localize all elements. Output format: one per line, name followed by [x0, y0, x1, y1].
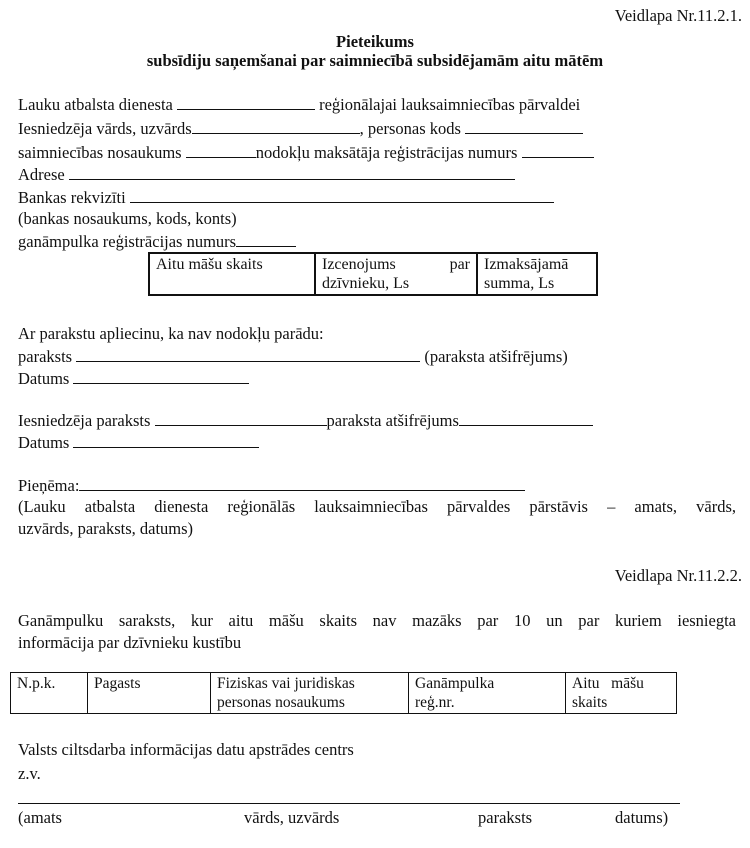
form-subtitle: subsīdiju saņemšanai par saimniecībā subsidējamām aitu mātēm [146, 51, 604, 70]
header-ewe-count [566, 673, 677, 714]
applicant-signature-label: Iesniedzēja paraksts [18, 411, 151, 430]
payout-label-a: Izmaksājamā [484, 256, 569, 273]
herd-reg-label-b: reģ.nr. [415, 694, 455, 711]
applicant-name-label: Iesniedzēja vārds, uzvārds [18, 119, 192, 138]
tax-date-field[interactable] [73, 368, 249, 384]
header-price [315, 253, 477, 295]
table-row [149, 253, 597, 295]
line-applicant-date [18, 432, 259, 452]
herd-reg-label-a: Ganāmpulka [415, 675, 495, 692]
bank-hint: (bankas nosaukums, kods, konts) [18, 209, 237, 228]
herd-list-table [10, 672, 677, 714]
herd-number-field[interactable] [236, 231, 296, 247]
form2-intro-2: informācija par dzīvnieku kustību [18, 633, 242, 652]
line-herd [18, 231, 296, 251]
line-address [18, 164, 515, 184]
form-title: Pieteikums [336, 32, 414, 51]
line-applicant-signature [18, 410, 593, 430]
address-label: Adrese [18, 165, 65, 184]
address-field[interactable] [69, 164, 515, 180]
bank-field[interactable] [130, 187, 554, 203]
header-number: N.p.k. [11, 673, 88, 714]
applicant-transcript-field[interactable] [459, 410, 593, 426]
tax-statement: Ar parakstu apliecinu, ka nav nodokļu parādu: [18, 324, 324, 343]
subsidy-table [148, 252, 598, 296]
line-department [18, 94, 580, 114]
form2-code: Veidlapa Nr.11.2.2. [614, 566, 742, 585]
line-applicant [18, 118, 583, 138]
accepted-field[interactable] [79, 475, 525, 491]
department-label-2: reģionālajai lauksaimniecības pārvaldei [319, 95, 581, 114]
data-center: Valsts ciltsdarba informācijas datu apstrādes centrs [18, 740, 354, 759]
form-code: Veidlapa Nr.11.2.1. [614, 6, 742, 25]
applicant-name-field[interactable] [192, 118, 360, 134]
signature-line[interactable] [18, 803, 680, 804]
footer-name: vārds, uzvārds [244, 808, 340, 827]
line-tax-date [18, 368, 249, 388]
footer-date: datums) [615, 808, 669, 827]
line-tax-signature [18, 346, 568, 366]
farm-name-label: saimniecības nosaukums [18, 143, 182, 162]
seal-mark: z.v. [18, 764, 41, 783]
form2-intro-1: Ganāmpulku saraksts, kur aitu māšu skaits nav mazāks par 10 un par kuriem iesniegta [18, 611, 736, 630]
footer-position: (amats [18, 808, 62, 827]
tax-signature-label: paraksts [18, 347, 73, 366]
tax-transcript-label: (paraksta atšifrējums) [424, 347, 568, 366]
department-label: Lauku atbalsta dienesta [18, 95, 173, 114]
applicant-signature-field[interactable] [155, 410, 327, 426]
tax-number-label: nodokļu maksātāja reģistrācijas numurs [255, 143, 518, 162]
header-parish: Pagasts [88, 673, 211, 714]
farm-name-field[interactable] [186, 142, 256, 158]
herd-number-label: ganāmpulka reģistrācijas numurs [18, 232, 237, 251]
header-payout [477, 253, 597, 295]
payout-label-b: summa, Ls [484, 275, 555, 292]
line-bank [18, 187, 554, 207]
department-field[interactable] [177, 94, 315, 110]
price-label-c: dzīvnieku, Ls [322, 275, 410, 292]
accepted-note-1: (Lauku atbalsta dienesta reģionālās lauksaimniecības pārvaldes pārstāvis – amats, vārds, [18, 497, 736, 516]
tax-signature-field[interactable] [76, 346, 420, 362]
bank-label: Bankas rekvizīti [18, 188, 126, 207]
header-ewes: Aitu māšu skaits [149, 253, 315, 295]
price-label-b: par [449, 256, 470, 273]
personal-code-field[interactable] [465, 118, 583, 134]
accepted-label: Pieņēma: [18, 476, 80, 495]
line-accepted [18, 475, 525, 495]
header-herd-reg [409, 673, 566, 714]
tax-number-field[interactable] [522, 142, 594, 158]
table-row [11, 673, 677, 714]
footer-signature: paraksts [478, 808, 533, 827]
ewe-count-label-a: Aitu māšu [572, 675, 644, 692]
applicant-transcript-label: paraksta atšifrējums [326, 411, 459, 430]
tax-date-label: Datums [18, 369, 70, 388]
person-label-b: personas nosaukums [217, 694, 345, 711]
header-person [211, 673, 409, 714]
applicant-date-label: Datums [18, 433, 70, 452]
applicant-date-field[interactable] [73, 432, 259, 448]
ewe-count-label-b: skaits [572, 694, 608, 711]
price-label-a: Izcenojums [322, 256, 396, 273]
accepted-note-2: uzvārds, paraksts, datums) [18, 519, 194, 538]
person-label-a: Fiziskas vai juridiskas [217, 675, 355, 692]
personal-code-label: , personas kods [359, 119, 461, 138]
line-farm [18, 142, 594, 162]
